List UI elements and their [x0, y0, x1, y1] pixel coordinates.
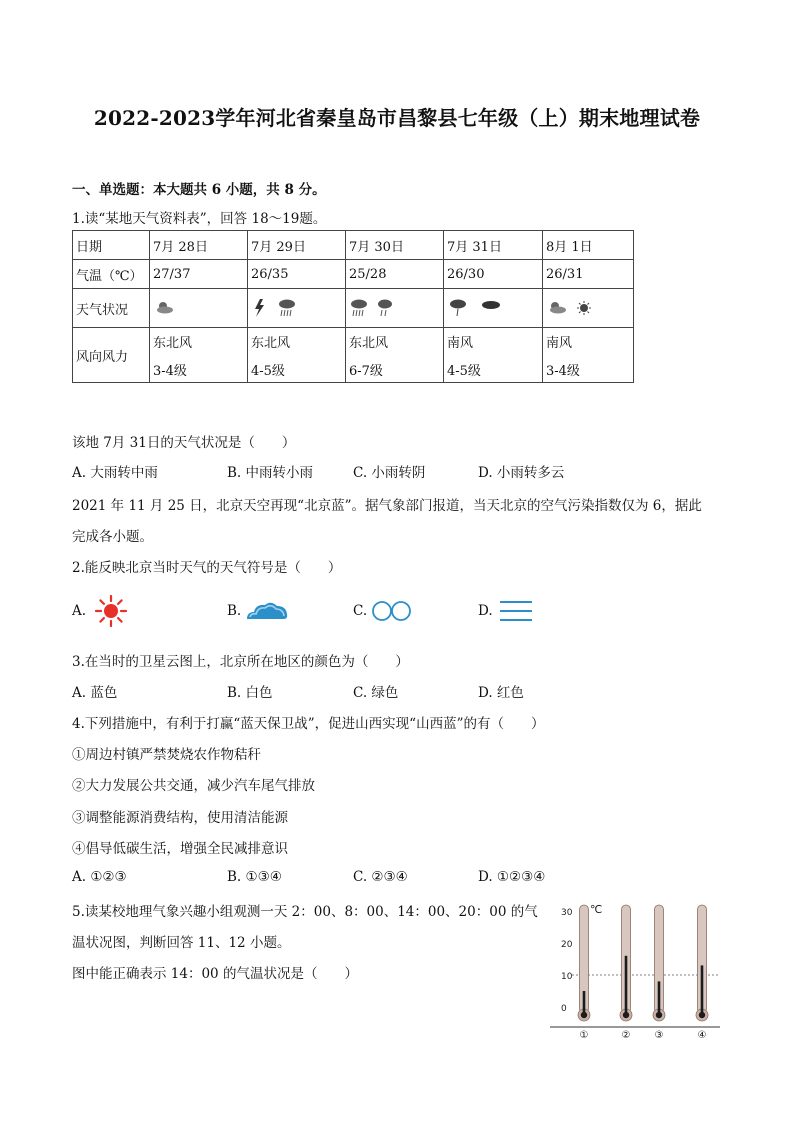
table-row	[73, 289, 634, 328]
y-tick-label: 20	[561, 940, 573, 950]
y-tick-label: 10	[561, 972, 573, 982]
passage-line-1: 2021 年 11 月 25 日，北京天空再现“北京蓝”。据气象部门报道，当天北京的空气污染指数仅为 6，据此	[72, 498, 702, 514]
table-cell: 气温（℃）	[73, 260, 150, 289]
sun-icon	[92, 593, 130, 629]
q3-option-b[interactable]: B. 白色	[227, 685, 273, 701]
table-cell	[248, 328, 346, 383]
table-cell: 7月 28日	[150, 231, 248, 260]
q4-option-d[interactable]: D. ①②③④	[478, 869, 546, 885]
unit-label: ℃	[590, 903, 603, 916]
table-cell	[444, 328, 543, 383]
q4-stem: 4.下列措施中，有利于打赢“蓝天保卫战”，促进山西实现“山西蓝”的有（ ）	[72, 716, 545, 732]
weather-icons-1	[251, 297, 331, 319]
table-cell: 7月 30日	[346, 231, 444, 260]
cloudy-sun-icon	[157, 302, 173, 314]
weather-table	[72, 230, 634, 383]
q4-item-1: ①周边村镇严禁焚烧农作物秸秆	[72, 747, 261, 763]
q2-option-b[interactable]: B.	[227, 603, 242, 619]
q1-option-b[interactable]: B. 中雨转小雨	[227, 465, 314, 481]
table-cell	[150, 328, 248, 383]
q2-option-d[interactable]: D.	[478, 603, 493, 619]
table-cell: 7月 29日	[248, 231, 346, 260]
q3-option-a[interactable]: A. 蓝色	[72, 685, 118, 701]
q2-stem: 2.能反映北京当时天气的天气符号是（ ）	[72, 560, 342, 576]
weather-icons-0	[153, 297, 233, 319]
passage-line-2: 完成各小题。	[72, 529, 153, 545]
mercury-column	[583, 991, 586, 1015]
cloudy-sun-icon	[550, 302, 566, 314]
heavy-rain-icon	[279, 300, 295, 317]
table-row	[73, 231, 634, 260]
overcast-icon	[244, 598, 290, 622]
thermometer	[696, 905, 708, 1041]
table-row	[73, 260, 634, 289]
table-cell	[346, 289, 444, 328]
heavy-rain-icon	[351, 300, 367, 317]
table-cell	[346, 328, 444, 383]
wind-level: 3-4级	[546, 364, 580, 379]
fog-icon	[498, 598, 534, 624]
moderate-rain-icon	[378, 300, 392, 317]
table-cell	[248, 289, 346, 328]
thermometer-figure	[550, 896, 730, 1046]
light-rain-icon	[450, 300, 466, 317]
thermometer	[578, 905, 590, 1041]
table-cell: 27/37	[150, 260, 248, 289]
q2-option-c[interactable]: C.	[353, 603, 368, 619]
sun-icon	[577, 301, 591, 315]
q1-option-d[interactable]: D. 小雨转多云	[478, 465, 565, 481]
table-cell	[543, 328, 634, 383]
weather-icons-4	[546, 297, 626, 319]
thermometer-label: ④	[697, 1030, 707, 1041]
y-tick-label: 0	[561, 1004, 567, 1014]
q4-item-3: ③调整能源消费结构，使用清洁能源	[72, 810, 288, 826]
table-cell	[444, 289, 543, 328]
q4-option-a[interactable]: A. ①②③	[72, 869, 127, 885]
q1-sub-question: 该地 7月 31日的天气状况是（ ）	[72, 435, 296, 451]
wind-direction: 东北风	[153, 336, 193, 351]
mercury-column	[658, 981, 661, 1015]
wind-direction: 东北风	[349, 336, 389, 351]
thermometer	[653, 905, 665, 1041]
table-cell: 8月 1日	[543, 231, 634, 260]
table-row	[73, 328, 634, 383]
thermometer-label: ①	[579, 1030, 589, 1041]
wind-level: 4-5级	[251, 364, 285, 379]
q3-option-c[interactable]: C. 绿色	[353, 685, 399, 701]
wind-level: 4-5级	[447, 364, 481, 379]
weather-icons-3	[447, 297, 527, 319]
q5-stem-line-2: 温状况图，判断回答 11、12 小题。	[72, 935, 291, 951]
q1-option-c[interactable]: C. 小雨转阴	[353, 465, 426, 481]
mercury-column	[701, 965, 704, 1015]
mercury-column	[625, 956, 628, 1015]
q3-option-d[interactable]: D. 红色	[478, 685, 524, 701]
table-cell	[150, 289, 248, 328]
table-cell: 26/30	[444, 260, 543, 289]
thunder-icon	[255, 299, 264, 317]
q1-option-a[interactable]: A. 大雨转中雨	[72, 465, 158, 481]
q3-stem: 3.在当时的卫星云图上，北京所在地区的颜色为（ ）	[72, 654, 409, 670]
section-header: 一、单选题：本大题共 6 小题，共 8 分。	[72, 182, 326, 198]
wind-level: 6-7级	[349, 364, 383, 379]
table-cell: 日期	[73, 231, 150, 260]
y-tick-label: 30	[561, 908, 573, 918]
table-cell: 7月 31日	[444, 231, 543, 260]
q1-stem: 1.读“某地天气资料表”，回答 18～19题。	[72, 211, 327, 227]
weather-icons-2	[349, 297, 429, 319]
q2-option-a[interactable]: A.	[72, 603, 87, 619]
q5-stem-line-1: 5.读某校地理气象兴趣小组观测一天 2：00、8：00、14：00、20：00 的气	[72, 904, 538, 920]
table-cell	[543, 289, 634, 328]
page-title: 2022-2023学年河北省秦皇岛市昌黎县七年级（上）期末地理试卷	[93, 106, 701, 130]
thermometer-label: ②	[621, 1030, 631, 1041]
cloud-icon	[482, 301, 500, 309]
wind-level: 3-4级	[153, 364, 187, 379]
q4-item-4: ④倡导低碳生活，增强全民减排意识	[72, 841, 288, 857]
haze-icon	[370, 600, 414, 622]
wind-direction: 东北风	[251, 336, 291, 351]
q4-item-2: ②大力发展公共交通，减少汽车尾气排放	[72, 778, 315, 794]
wind-direction: 南风	[546, 336, 573, 351]
thermometer-label: ③	[654, 1030, 664, 1041]
q4-option-b[interactable]: B. ①③④	[227, 869, 282, 885]
thermometer	[620, 905, 632, 1041]
q4-option-c[interactable]: C. ②③④	[353, 869, 408, 885]
table-cell: 26/35	[248, 260, 346, 289]
table-cell: 26/31	[543, 260, 634, 289]
table-cell: 天气状况	[73, 289, 150, 328]
table-cell: 25/28	[346, 260, 444, 289]
q5-sub-question: 图中能正确表示 14：00 的气温状况是（ ）	[72, 966, 358, 982]
wind-direction: 南风	[447, 336, 474, 351]
table-cell: 风向风力	[73, 328, 150, 383]
